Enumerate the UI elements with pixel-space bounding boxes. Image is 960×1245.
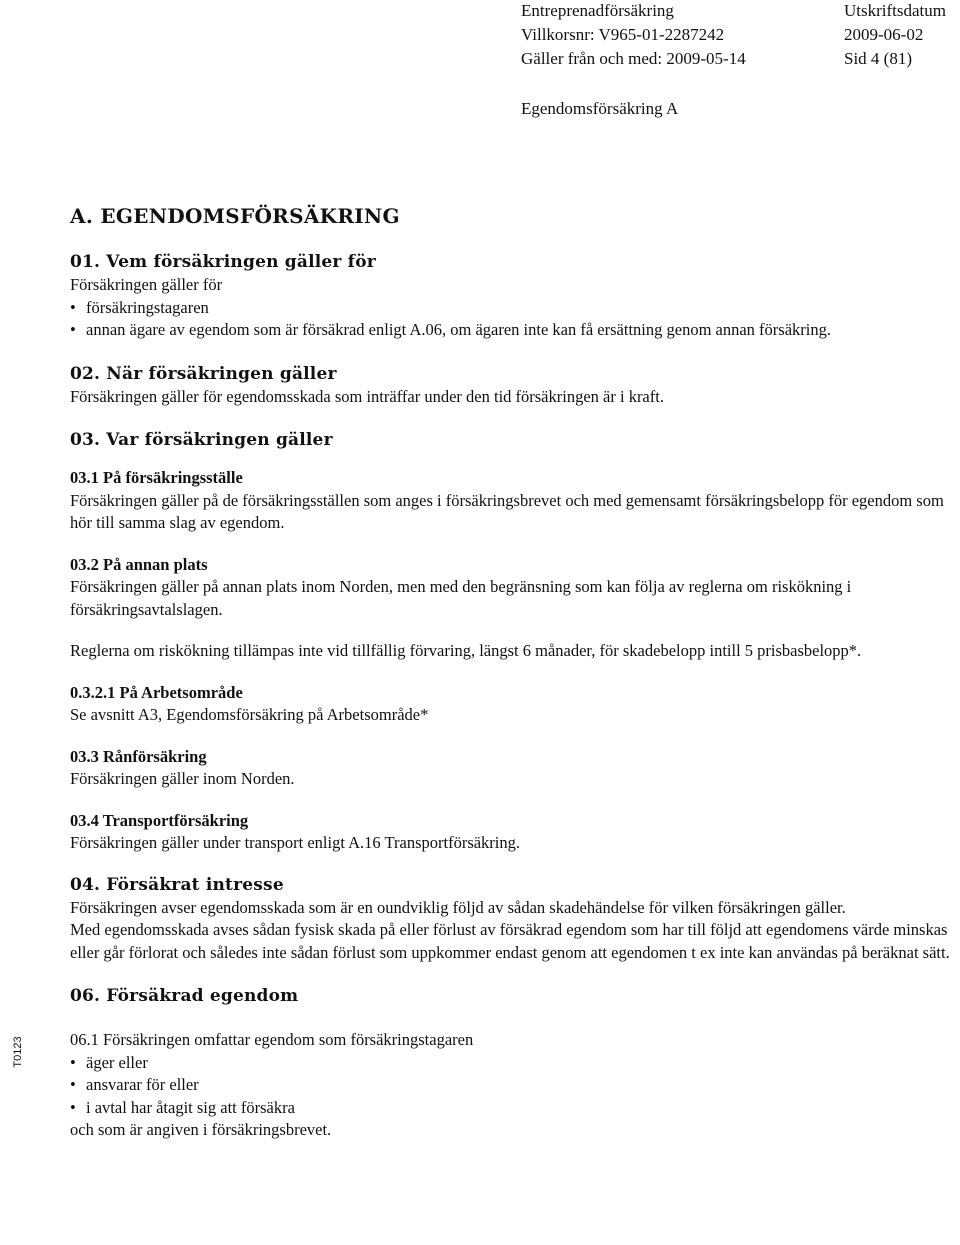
section-01-heading: 01. Vem försäkringen gäller för <box>70 252 376 272</box>
section-03-4-text: Försäkringen gäller under transport enligt A.16 Transportförsäkring. <box>70 833 521 852</box>
header-print-date-label: Utskriftsdatum <box>844 1 946 20</box>
header-print-date: 2009-06-02 <box>844 25 924 44</box>
section-06-tail: och som är angiven i försäkringsbrevet. <box>70 1120 332 1139</box>
section-03-2-heading: 03.2 På annan plats <box>70 554 208 574</box>
section-03-3-heading: 03.3 Rånförsäkring <box>70 746 207 766</box>
section-03-2-text: Försäkringen gäller på annan plats inom Norden, men med den begränsning som kan följa av reglerna om riskökning i försäkringsavtalslagen. <box>70 577 852 619</box>
section-03-heading: 03. Var försäkringen gäller <box>70 430 333 450</box>
section-04-heading: 04. Försäkrat intresse <box>70 874 284 895</box>
header-page-number: Sid 4 (81) <box>844 49 912 68</box>
side-code: T0123 <box>12 1036 24 1068</box>
list-item: • annan ägare av egendom som är försäkrad enligt A.06, om ägaren inte kan få ersättning genom annan försäkring. <box>70 319 950 342</box>
list-item: • i avtal har åtagit sig att försäkra <box>70 1097 950 1120</box>
list-item: • ansvarar för eller <box>70 1074 950 1097</box>
section-03-1-text: Försäkringen gäller på de försäkringsställen som anges i försäkringsbrevet och med gemensamt försäkringsbelopp för egendom som hör till samma slag av egendom. <box>70 490 944 532</box>
document-body <box>70 203 950 1142</box>
list-item: • försäkringstagaren <box>70 297 950 320</box>
header-left <box>521 0 746 71</box>
section-02-heading: 02. När försäkringen gäller <box>70 363 337 384</box>
section-03-4-heading: 03.4 Transportförsäkring <box>70 810 249 830</box>
header-product: Entreprenadförsäkring <box>521 1 674 20</box>
section-04-text-1: Försäkringen avser egendomsskada som är en oundviklig följd av sådan skadehändelse för vilken försäkringen gäller. <box>70 897 846 917</box>
section-06-1-text: 06.1 Försäkringen omfattar egendom som försäkringstagaren <box>70 1030 474 1049</box>
header-right <box>844 0 946 71</box>
section-03-1-heading: 03.1 På försäkringsställe <box>70 468 243 487</box>
section-06-list <box>70 1052 950 1120</box>
section-04-text-2: Med egendomsskada avses sådan fysisk skada på eller förlust av försäkrad egendom som har till följd att egendomens värde minskas eller går förlorat och således inte sådan förlust som uppkommer endast genom att egendomen t ex inte kan användas på beräknat sätt. <box>70 920 950 962</box>
header-valid-from: Gäller från och med: 2009-05-14 <box>521 49 746 68</box>
section-03-2-1-heading: 0.3.2.1 På Arbetsområde <box>70 682 243 702</box>
section-01-intro: Försäkringen gäller för <box>70 275 223 294</box>
section-03-2-1-text: Se avsnitt A3, Egendomsförsäkring på Arbetsområde* <box>70 705 429 724</box>
section-03-2-text-2: Reglerna om riskökning tillämpas inte vid tillfällig förvaring, längst 6 månader, för skadebelopp intill 5 prisbasbelopp*. <box>70 641 862 660</box>
section-01-list <box>70 297 950 342</box>
section-02-text: Försäkringen gäller för egendomsskada som inträffar under den tid försäkringen är i kraft. <box>70 386 664 406</box>
section-06-heading: 06. Försäkrad egendom <box>70 986 299 1006</box>
section-03-3-text: Försäkringen gäller inom Norden. <box>70 769 295 788</box>
document-title: A. EGENDOMSFÖRSÄKRING <box>70 204 400 228</box>
header-terms-number: Villkorsnr: V965-01-2287242 <box>521 25 725 44</box>
header-subtitle: Egendomsförsäkring A <box>521 99 679 118</box>
list-item: • äger eller <box>70 1052 950 1075</box>
